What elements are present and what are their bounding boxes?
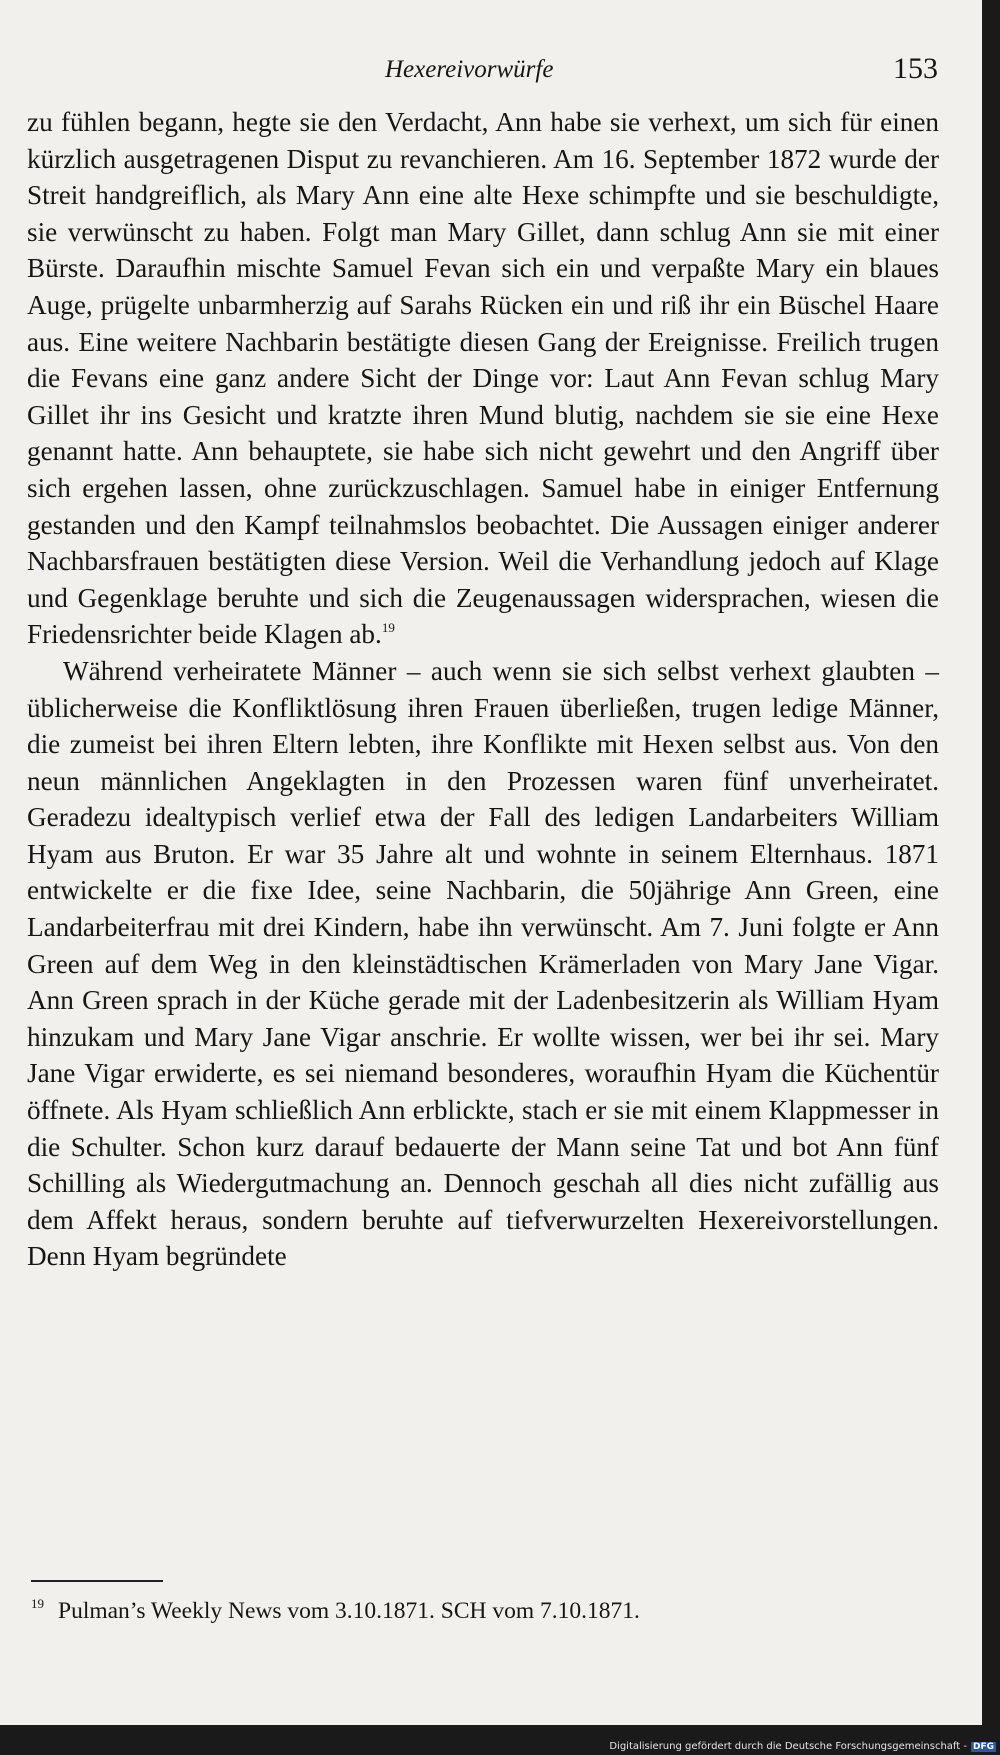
paragraph-2-text: Während verheiratete Männer – auch wenn sie sich selbst verhext glaubten – üblicherweise die Konfliktlösung ihren Frauen überließen, trugen ledige Männer, die zumeist bei ihren Eltern lebten, ihre Konflikte mit Hexen selbst aus. Von den neun männlichen Angeklagten in den Prozessen waren fünf unverheiratet. Geradezu idealtypisch verlief etwa der Fall des ledigen Landarbeiters William Hyam aus Bruton. Er war 35 Jahre alt und wohnte in seinem Elternhaus. 1871 entwickelte er die fixe Idee, seine Nachbarin, die 50jährige Ann Green, eine Landarbeiterfrau mit drei Kindern, habe ihn verwünscht. Am 7. Juni folgte er Ann Green auf dem Weg in den kleinstädtischen Krämerladen von Mary Jane Vigar. Ann Green sprach in der Küche gerade mit der Ladenbesitzerin als William Hyam hinzukam und Mary Jane Vigar anschrie. Er wollte wissen, wer bei ihr sei. Mary Jane Vigar erwiderte, es sei niemand besonderes, woraufhin Hyam die Küchentür öffnete. Als Hyam schließlich Ann erblickte, stach er sie mit einem Klappmesser in die Schulter. Schon kurz darauf bedauerte der Mann seine Tat und bot Ann fünf Schilling als Wiedergutmachung an. Dennoch geschah all dies nicht zufällig aus dem Affekt heraus, sondern beruhte auf tiefverwurzelten Hexereivorstellungen. Denn Hyam begründete	[27, 655, 939, 1272]
footnote-reference[interactable]: 19	[381, 620, 395, 636]
footnote-separator	[31, 1580, 163, 1582]
credit-text: Digitalisierung gefördert durch die Deutsche Forschungsgemeinschaft -	[609, 1741, 967, 1752]
paragraph-1	[27, 104, 939, 653]
footnote-number: 19	[31, 1596, 44, 1611]
page-number: 153	[893, 52, 938, 85]
paragraph-2	[27, 653, 939, 1275]
paragraph-1-text: zu fühlen begann, hegte sie den Verdacht, Ann habe sie verhext, um sich für einen kürzlich ausgetragenen Disput zu revanchieren. Am 16. September 1872 wurde der Streit handgreiflich, als Mary Ann eine alte Hexe schimpfte und sie beschuldigte, sie verwünscht zu haben. Folgt man Mary Gillet, dann schlug Ann sie mit einer Bürste. Daraufhin mischte Samuel Fevan sich ein und verpaßte Mary ein blaues Auge, prügelte unbarmherzig auf Sarahs Rücken ein und riß ihr ein Büschel Haare aus. Eine weitere Nachbarin bestätigte diesen Gang der Ereignisse. Freilich trugen die Fevans eine ganz andere Sicht der Dinge vor: Laut Ann Fevan schlug Mary Gillet ihr ins Gesicht und kratzte ihren Mund blutig, nachdem sie sie eine Hexe genannt hatte. Ann behauptete, sie habe sich nicht gewehrt und den Angriff über sich ergehen lassen, ohne zurückzuschlagen. Samuel habe in einiger Entfernung gestanden und den Kampf teilnahmslos beobachtet. Die Aussagen einiger anderer Nachbarsfrauen bestätigten diese Version. Weil die Verhandlung jedoch auf Klage und Gegenklage beruhte und sich die Zeugenaussagen widersprachen, wiesen die Friedensrichter beide Klagen ab.	[27, 107, 939, 650]
footnote	[31, 1596, 931, 1626]
footnote-text: Pulman’s Weekly News vom 3.10.1871. SCH vom 7.10.1871.	[58, 1598, 640, 1624]
digitization-credit	[609, 1741, 996, 1752]
body-text	[27, 104, 939, 1275]
page-header	[0, 52, 982, 96]
dfg-logo: DFG	[972, 1742, 994, 1752]
running-title: Hexereivorwürfe	[385, 56, 554, 83]
